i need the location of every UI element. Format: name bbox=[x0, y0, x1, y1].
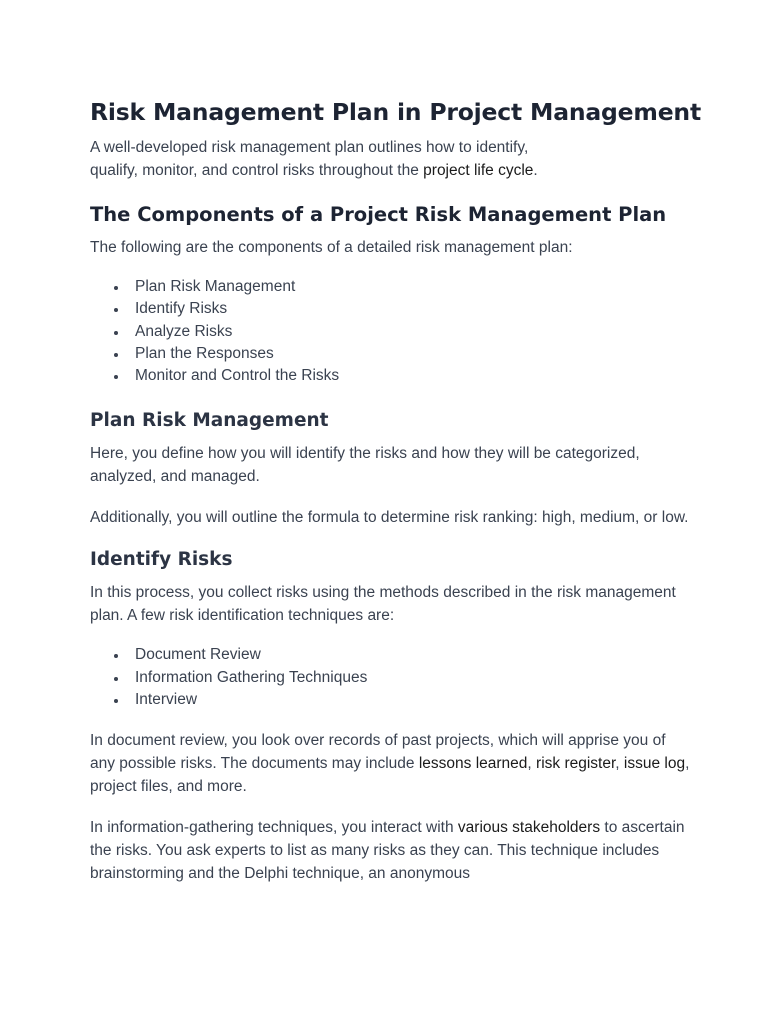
list-item: Document Review bbox=[90, 644, 690, 666]
document-page bbox=[90, 94, 701, 885]
intro-line-2-end: . bbox=[533, 162, 538, 179]
list-item: Analyze Risks bbox=[90, 321, 690, 343]
information-gathering-paragraph bbox=[90, 816, 690, 885]
separator-text: , bbox=[527, 755, 537, 773]
issue-log-link[interactable]: issue log bbox=[623, 755, 686, 773]
identify-risks-heading: Identify Risks bbox=[90, 549, 233, 571]
plan-risk-heading: Plan Risk Management bbox=[90, 410, 329, 432]
components-list bbox=[90, 276, 690, 387]
list-item: Interview bbox=[90, 689, 690, 711]
separator-text: , bbox=[615, 755, 624, 773]
plan-risk-paragraph-2: Additionally, you will outline the formula to determine risk ranking: high, medium, or low. bbox=[90, 509, 689, 527]
components-heading: The Components of a Project Risk Management Plan bbox=[90, 203, 667, 226]
various-stakeholders-link[interactable]: various stakeholders bbox=[457, 819, 601, 837]
list-item: Information Gathering Techniques bbox=[90, 667, 690, 689]
list-item: Identify Risks bbox=[90, 298, 690, 320]
list-item: Monitor and Control the Risks bbox=[90, 365, 690, 387]
paragraph-text: to ascertain the risks. You ask experts to list as many risks as they can. This technique includes brainstorming and the Delphi technique, an anonymous bbox=[90, 819, 685, 883]
list-item: Plan Risk Management bbox=[90, 276, 690, 298]
intro-line-1: A well-developed risk management plan outlines how to identify, bbox=[90, 139, 529, 156]
page-title: Risk Management Plan in Project Management bbox=[90, 98, 701, 126]
identify-paragraph-1: In this process, you collect risks using the methods described in the risk management plan. A few risk identification techniques are: bbox=[90, 584, 676, 625]
components-intro: The following are the components of a detailed risk management plan: bbox=[90, 239, 573, 256]
intro-line-2-text: qualify, monitor, and control risks throughout the bbox=[90, 162, 424, 179]
list-item: Plan the Responses bbox=[90, 343, 690, 365]
project-life-cycle-link[interactable]: project life cycle bbox=[423, 162, 534, 179]
document-review-paragraph bbox=[90, 729, 690, 798]
paragraph-text: , project files, and more. bbox=[90, 755, 690, 796]
paragraph-text: In document review, you look over records of past projects, which will apprise you of any possible risks. The documents may include bbox=[90, 732, 666, 773]
plan-risk-paragraph-1: Here, you define how you will identify the risks and how they will be categorized, analyzed, and managed. bbox=[90, 445, 640, 486]
lessons-learned-link[interactable]: lessons learned bbox=[418, 755, 528, 773]
risk-register-link[interactable]: risk register bbox=[536, 755, 616, 773]
techniques-list bbox=[90, 644, 690, 711]
paragraph-text: In information-gathering techniques, you interact with bbox=[90, 819, 458, 837]
intro-paragraph bbox=[90, 136, 690, 182]
